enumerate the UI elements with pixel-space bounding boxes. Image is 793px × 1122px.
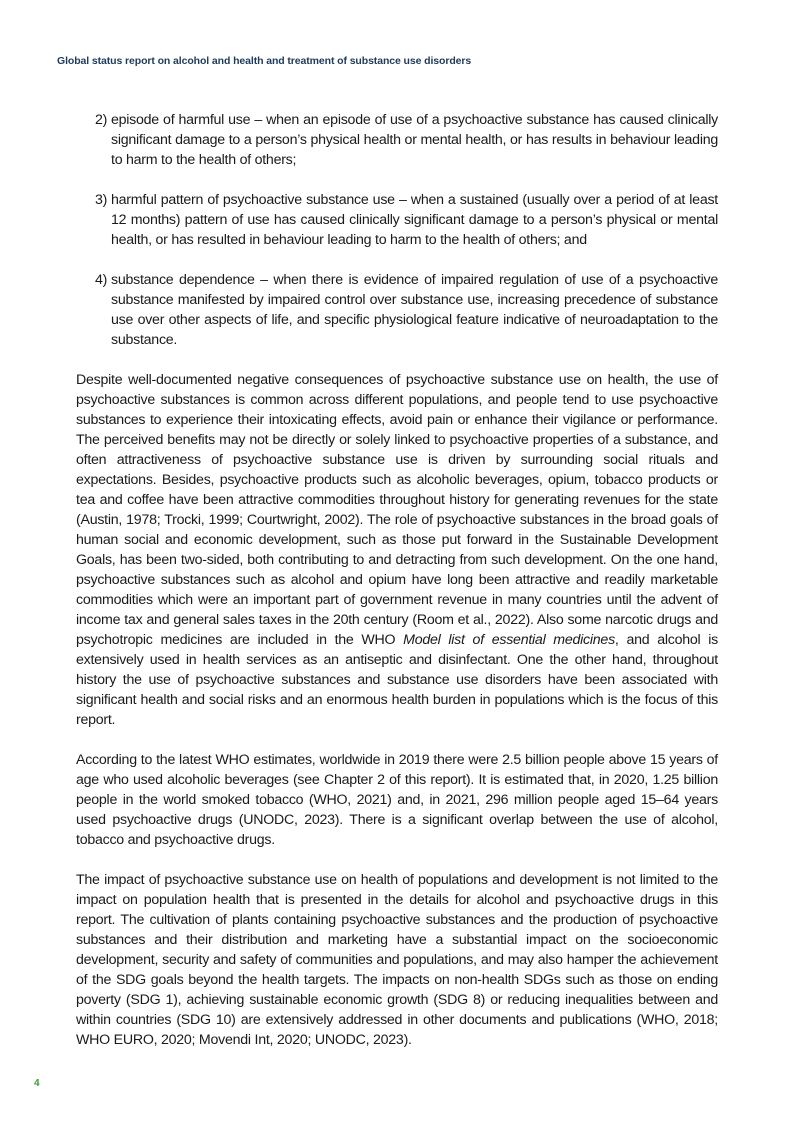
paragraph-who-estimates: According to the latest WHO estimates, worldwide in 2019 there were 2.5 billion people above 15 years of age who used alcoholic beverages (see Chapter 2 of this report). It is estimated that, in 2020, 1.25 billion people in the world smoked tobacco (WHO, 2021) and, in 2021, 296 million people aged 15–64 years used psychoactive drugs (UNODC, 2023). There is a significant overlap between the use of alcohol, tobacco and psychoactive drugs.	[76, 752, 718, 848]
list-item	[95, 190, 718, 250]
paragraph-psychoactive-use	[76, 370, 718, 730]
paragraph-text: , and alcohol is extensively used in health services as an antiseptic and disinfectant. One the other hand, throughout history the use of psychoactive substances and substance use disorders have been associated with significant health and social risks and an enormous health burden in populations which is the focus of this report.	[76, 632, 718, 728]
list-number: 3)	[95, 192, 108, 208]
list-text: harmful pattern of psychoactive substance use – when a sustained (usually over a period of at least 12 months) pattern of use has caused clinically significant damage to a person’s physical or mental health, or has resulted in behaviour leading to harm to the health of others; and	[111, 192, 718, 248]
list-item	[95, 110, 718, 170]
paragraph-text: Despite well-documented negative consequences of psychoactive substance use on health, the use of psychoactive substances is common across different populations, and people tend to use psychoactive substances to experience their intoxicating effects, avoid pain or enhance their vigilance or performance. The perceived benefits may not be directly or solely linked to psychoactive properties of a substance, and often attractiveness of psychoactive substance use is driven by surrounding social rituals and expectations. Besides, psychoactive products such as alcoholic beverages, opium, tobacco products or tea and coffee have been attractive commodities throughout history for generating revenues for the state (Austin, 1978; Trocki, 1999; Courtwright, 2002). The role of psychoactive substances in the broad goals of human social and economic development, such as those put forward in the Sustainable Development Goals, has been two-sided, both contributing to and detracting from such development. On the one hand, psychoactive substances such as alcohol and opium have long been attractive and readily marketable commodities which were an important part of government revenue in many countries until the advent of income tax and general sales taxes in the 20th century (Room et al., 2022). Also some narcotic drugs and psychotropic medicines are included in the WHO	[76, 372, 718, 648]
list-text: episode of harmful use – when an episode of use of a psychoactive substance has caused clinically significant damage to a person’s physical health or mental health, or has results in behaviour leading to harm to the health of others;	[111, 112, 718, 168]
document-title-italic: Model list of essential medicines	[403, 632, 615, 648]
list-number: 4)	[95, 272, 108, 288]
list-number: 2)	[95, 112, 108, 128]
list-item	[95, 270, 718, 350]
page-number: 4	[34, 1078, 40, 1089]
paragraph-impact-development: The impact of psychoactive substance use on health of populations and development is not limited to the impact on population health that is presented in the details for alcohol and psychoactive drugs in this report. The cultivation of plants containing psychoactive substances and the production of psychoactive substances and their distribution and marketing have a substantial impact on the socioeconomic development, security and safety of communities and populations, and may also hamper the achievement of the SDG goals beyond the health targets. The impacts on non-health SDGs such as those on ending poverty (SDG 1), achieving sustainable economic growth (SDG 8) or reducing inequalities between and within countries (SDG 10) are extensively addressed in other documents and publications (WHO, 2018; WHO EURO, 2020; Movendi Int, 2020; UNODC, 2023).	[76, 872, 718, 1048]
list-text: substance dependence – when there is evidence of impaired regulation of use of a psychoactive substance manifested by impaired control over substance use, increasing precedence of substance use over other aspects of life, and specific physiological feature indicative of neuroadaptation to the substance.	[111, 272, 718, 348]
body-content	[76, 110, 718, 1070]
running-header: Global status report on alcohol and health and treatment of substance use disorders	[57, 55, 472, 67]
